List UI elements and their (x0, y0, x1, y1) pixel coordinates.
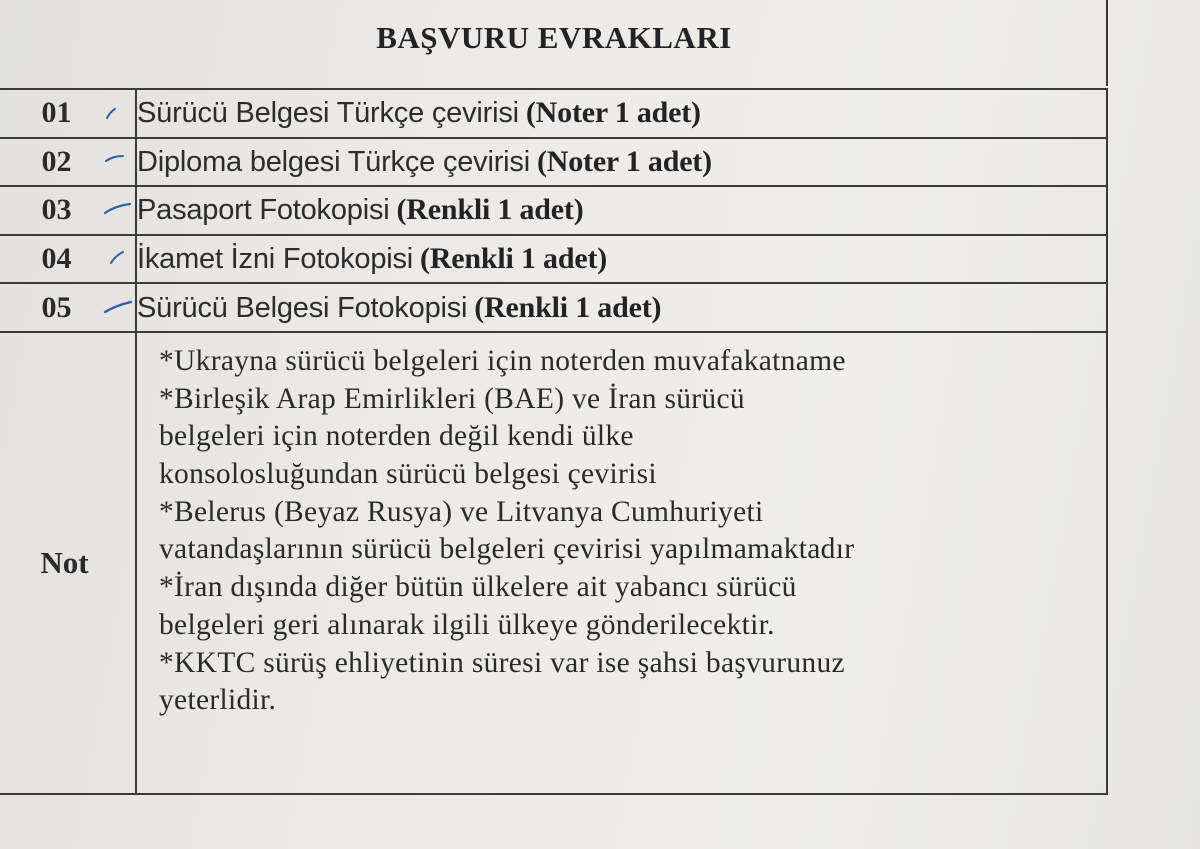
item-number: 02 (41, 144, 72, 178)
table-row (0, 138, 1107, 187)
check-mark-icon (103, 299, 133, 317)
item-number: 05 (41, 290, 72, 324)
note-line: *İran dışında diğer bütün ülkelere ait yabancı sürücü (159, 571, 797, 604)
item-number-cell (0, 283, 136, 332)
note-line: belgeleri için noterden değil kendi ülke (159, 420, 634, 453)
note-line: yeterlidir. (159, 684, 277, 717)
table-row (0, 235, 1107, 284)
note-line: konsolosluğundan sürücü belgesi çevirisi (159, 458, 657, 491)
table-row (0, 89, 1107, 138)
check-mark-icon (103, 250, 133, 268)
note-line: belgeleri geri alınarak ilgili ülkeye gönderilecektir. (159, 608, 775, 641)
documents-table (0, 88, 1108, 795)
check-mark-icon (103, 201, 133, 219)
note-line: *KKTC sürüş ehliyetinin süresi var ise şahsi başvurunuz (159, 646, 845, 679)
note-line: *Ukrayna sürücü belgeleri için noterden muvafakatname (159, 344, 846, 377)
item-quantity: (Renkli 1 adet) (420, 242, 608, 276)
note-row (0, 332, 1107, 794)
item-quantity: (Renkli 1 adet) (474, 290, 662, 324)
item-number-cell (0, 186, 136, 235)
item-quantity: (Renkli 1 adet) (396, 193, 584, 227)
note-label: Not (40, 544, 89, 580)
item-quantity: (Noter 1 adet) (525, 96, 701, 130)
item-description: Sürücü Belgesi Fotokopisi (137, 291, 468, 324)
item-number: 04 (41, 242, 72, 276)
note-line: *Belerus (Beyaz Rusya) ve Litvanya Cumhuriyeti (159, 495, 764, 528)
item-description-cell (136, 283, 1107, 332)
table-row (0, 283, 1107, 332)
item-description: İkamet İzni Fotokopisi (137, 243, 414, 276)
item-number: 03 (41, 193, 72, 227)
item-number-cell (0, 138, 136, 187)
note-line: *Birleşik Arap Emirlikleri (BAE) ve İran sürücü (159, 382, 745, 415)
item-number: 01 (41, 96, 72, 130)
item-description-cell (136, 235, 1107, 284)
item-description-cell (136, 89, 1107, 138)
note-content-cell (136, 332, 1107, 794)
item-description: Pasaport Fotokopisi (137, 194, 390, 227)
item-description-cell (136, 186, 1107, 235)
check-mark-icon (103, 153, 133, 171)
item-description-cell (136, 138, 1107, 187)
item-number-cell (0, 235, 136, 284)
item-number-cell (0, 89, 136, 138)
item-description: Sürücü Belgesi Türkçe çevirisi (137, 97, 519, 130)
item-description: Diploma belgesi Türkçe çevirisi (137, 145, 530, 178)
document-title: BAŞVURU EVRAKLARI (376, 20, 732, 55)
table-row (0, 186, 1107, 235)
note-label-cell (0, 332, 136, 794)
item-quantity: (Noter 1 adet) (536, 144, 712, 178)
check-mark-icon (103, 104, 133, 122)
note-line: vatandaşlarının sürücü belgeleri çevirisi yapılmamaktadır (159, 533, 855, 566)
